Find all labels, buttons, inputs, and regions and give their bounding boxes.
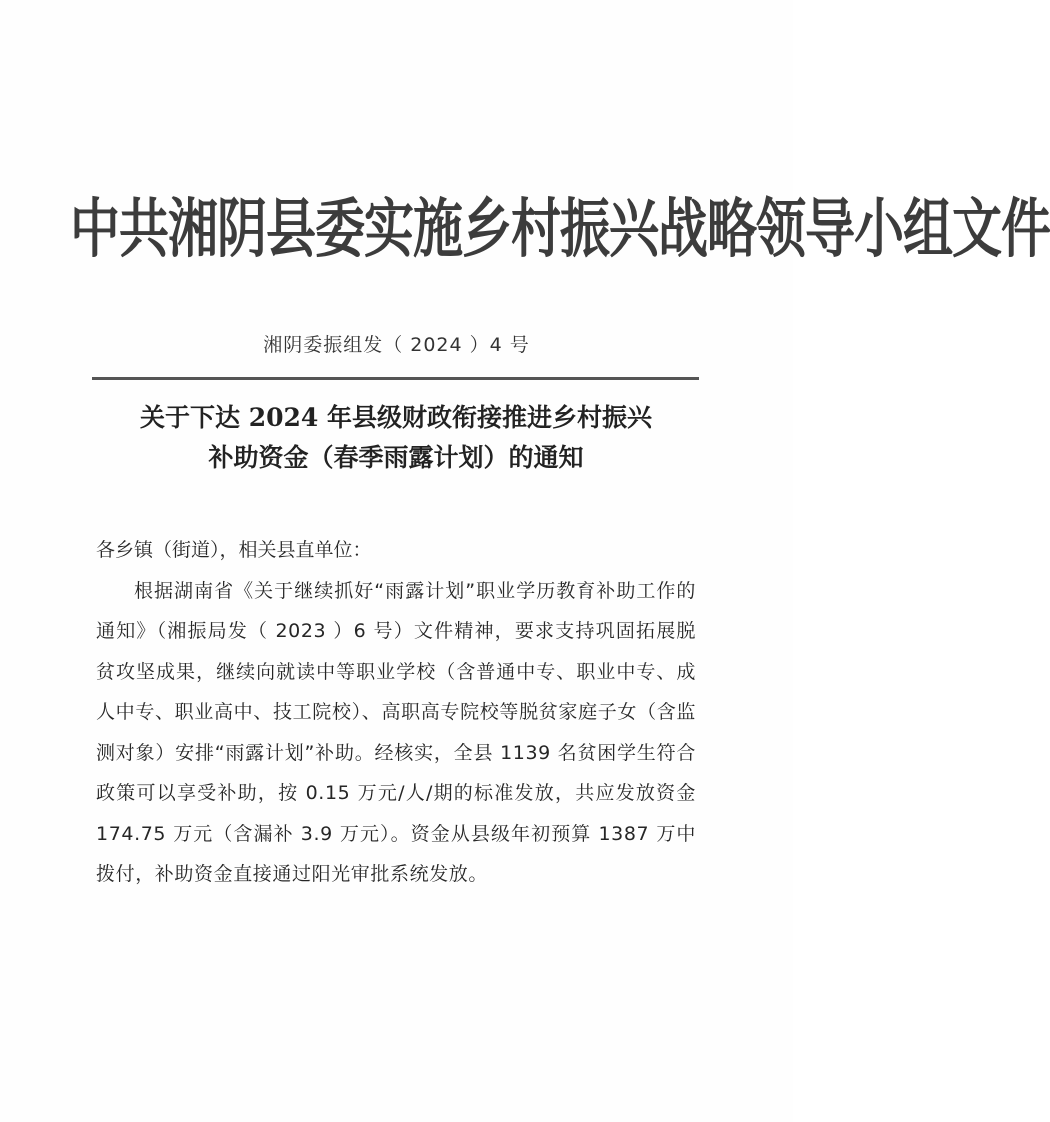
body-paragraph: 根据湖南省《关于继续抓好“雨露计划”职业学历教育补助工作的通知》（湘振局发（ 2023 ）6 号）文件精神，要求支持巩固拓展脱贫攻坚成果，继续向就读中等职业学校（含普通中专、职业中专、成人中专、职业高中、技工院校）、高职高专院校等脱贫家庭子女（含监测对象）安排“雨露计划”补助。经核实，全县 1139 名贫困学生符合政策可以享受补助，按 0.15 万元/人/期的标准发放，共应发放资金 174.75 万元（含漏补 3.9 万元）。资金从县级年初预算 1387 万中拨付，补助资金直接通过阳光审批系统发放。	[96, 579, 696, 885]
header-divider	[92, 377, 699, 380]
salutation: 各乡镇（街道），相关县直单位：	[96, 539, 372, 561]
notice-body	[96, 530, 696, 895]
notice-title-line-2: 补助资金（春季雨露计划）的通知	[208, 443, 584, 472]
issuing-authority-header: 中共湘阴县委实施乡村振兴战略领导小组文件	[70, 190, 1050, 267]
notice-title-line-1: 关于下达 2024 年县级财政衔接推进乡村振兴	[140, 403, 652, 432]
document-number: 湘阴委振组发（ 2024 ）4 号	[263, 334, 530, 356]
notice-title	[96, 398, 696, 478]
